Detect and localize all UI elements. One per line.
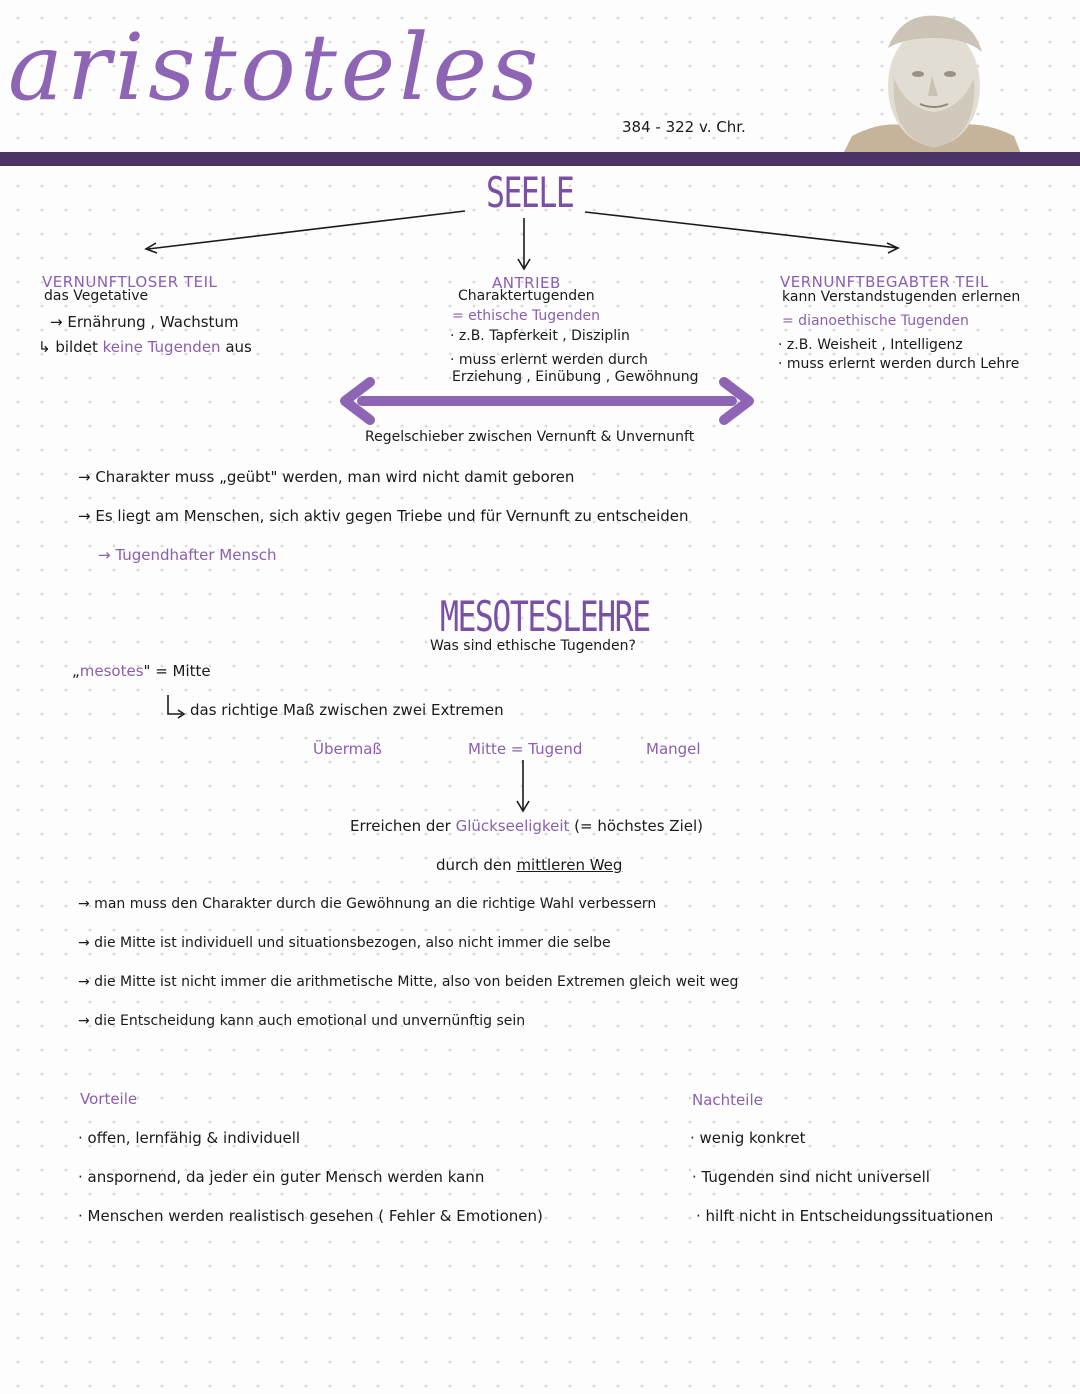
- mesoteslehre-heading: MESOTESLEHRE: [440, 592, 650, 641]
- goal-line: [350, 817, 703, 835]
- left-line3: [38, 338, 252, 356]
- arrow-label: Regelschieber zwischen Vernunft & Unvernunft: [365, 429, 695, 445]
- right-line4: · muss erlernt werden durch Lehre: [778, 356, 1020, 372]
- middle-title: ANTRIEB: [492, 274, 561, 292]
- nachteile-heading: Nachteile: [692, 1091, 763, 1109]
- meso-point-2: → die Mitte ist individuell und situationsbezogen, also nicht immer die selbe: [78, 935, 611, 951]
- scale-right: Mangel: [646, 740, 701, 758]
- right-line2: = dianoethische Tugenden: [782, 313, 969, 329]
- goal-a: Erreichen der: [350, 817, 451, 835]
- dates: 384 - 322 v. Chr.: [622, 118, 746, 136]
- nachteil-2: · Tugenden sind nicht universell: [692, 1168, 930, 1186]
- arrow-to-left-icon: [148, 211, 465, 249]
- middle-line4: · muss erlernt werden durch: [450, 352, 648, 368]
- way-a: durch den: [436, 856, 512, 874]
- left-line3-b: keine Tugenden: [102, 338, 221, 356]
- right-line1: kann Verstandstugenden erlernen: [782, 289, 1021, 305]
- mesotes-definition: [72, 662, 211, 680]
- vorteil-3: · Menschen werden realistisch gesehen ( Fehler & Emotionen): [78, 1207, 543, 1225]
- title: aristoteles: [8, 14, 543, 121]
- arrow-to-right-icon: [585, 212, 898, 248]
- double-arrow-icon: [345, 382, 749, 420]
- goal-c: (= höchstes Ziel): [574, 817, 703, 835]
- middle-line5: Erziehung , Einübung , Gewöhnung: [452, 369, 699, 385]
- def-close: " = Mitte: [143, 662, 211, 680]
- def-open: „: [72, 662, 80, 680]
- left-line3-a: ↳ bildet: [38, 338, 98, 356]
- right-line3: · z.B. Weisheit , Intelligenz: [778, 337, 963, 353]
- nachteil-3: · hilft nicht in Entscheidungssituationen: [696, 1207, 994, 1225]
- right-title: VERNUNFTBEGABTER TEIL: [780, 273, 989, 291]
- mesoteslehre-subheading: Was sind ethische Tugenden?: [430, 638, 636, 654]
- left-line2: → Ernährung , Wachstum: [50, 313, 239, 331]
- vorteil-2: · anspornend, da jeder ein guter Mensch werden kann: [78, 1168, 485, 1186]
- vorteile-heading: Vorteile: [80, 1090, 138, 1108]
- def-term: mesotes: [79, 662, 144, 680]
- meso-point-1: → man muss den Charakter durch die Gewöhnung an die richtige Wahl verbessern: [78, 896, 657, 912]
- def-explain: das richtige Maß zwischen zwei Extremen: [190, 701, 504, 719]
- left-title: VERNUNFTLOSER TEIL: [42, 273, 218, 291]
- scale-mid: Mitte = Tugend: [468, 740, 583, 758]
- middle-line1: Charaktertugenden: [458, 288, 595, 304]
- seele-heading: SEELE: [486, 168, 574, 217]
- left-line3-c: aus: [225, 338, 252, 356]
- vorteil-1: · offen, lernfähig & individuell: [78, 1129, 301, 1147]
- meso-point-4: → die Entscheidung kann auch emotional und unvernünftig sein: [78, 1013, 526, 1029]
- scale-left: Übermaß: [313, 740, 382, 758]
- middle-line2: = ethische Tugenden: [452, 308, 601, 324]
- seele-point-1: → Charakter muss „geübt" werden, man wird nicht damit geboren: [78, 468, 575, 486]
- middle-line3: · z.B. Tapferkeit , Disziplin: [450, 328, 630, 344]
- seele-point-2: → Es liegt am Menschen, sich aktiv gegen Triebe und für Vernunft zu entscheiden: [78, 507, 689, 525]
- meso-point-3: → die Mitte ist nicht immer die arithmetische Mitte, also von beiden Extremen gleich weit weg: [78, 974, 739, 990]
- seele-result: → Tugendhafter Mensch: [98, 546, 277, 564]
- nachteil-1: · wenig konkret: [690, 1129, 806, 1147]
- way-b: mittleren Weg: [516, 856, 623, 874]
- left-line1: das Vegetative: [44, 288, 149, 304]
- goal-b: Glückseeligkeit: [455, 817, 570, 835]
- way-line: [436, 856, 622, 874]
